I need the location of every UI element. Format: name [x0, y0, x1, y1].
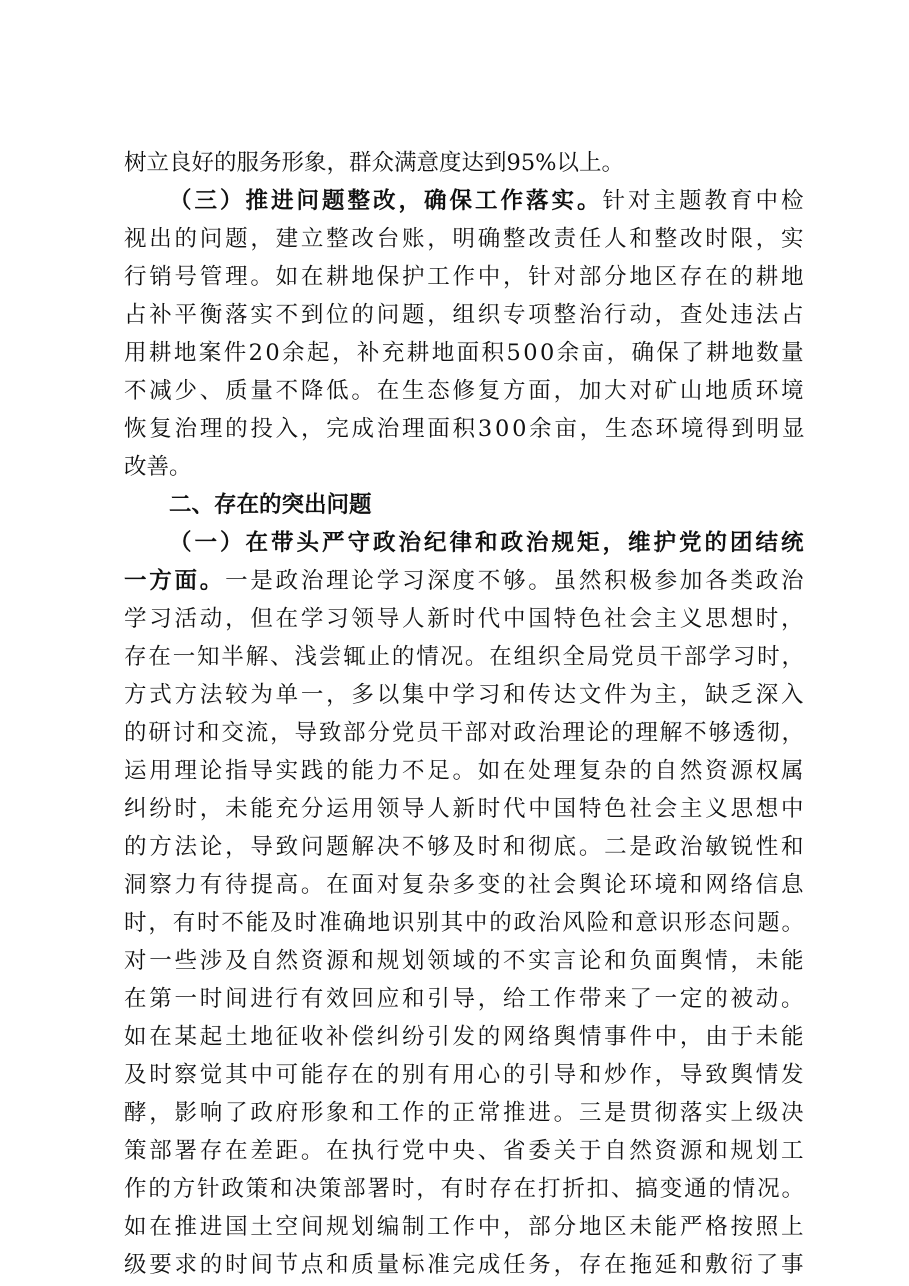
text-run: 针对主题教育中检	[602, 188, 807, 214]
text-run: 不减少、质量不降低。在生态修复方面，加大对矿山地质环境	[124, 378, 807, 404]
document-line	[124, 714, 806, 752]
document-line	[124, 904, 806, 942]
text-run: 时，有时不能及时准确地识别其中的政治风险和意识形态问题。	[124, 910, 806, 936]
document-line	[124, 220, 806, 258]
document-line	[169, 486, 372, 524]
document-line	[124, 144, 624, 182]
bold-text-run: 二、存在的突出问题	[169, 492, 372, 518]
bold-text-run: （三）推进问题整改，确保工作落实。	[169, 188, 603, 214]
text-run: 如在某起土地征收补偿纠纷引发的网络舆情事件中，由于未能	[124, 1024, 807, 1050]
bold-text-run: （一）在带头严守政治纪律和政治规矩，维护党的团结统	[169, 530, 807, 556]
text-run: 视出的问题，建立整改台账，明确整改责任人和整改时限，实	[124, 226, 807, 252]
document-line	[124, 676, 806, 714]
text-run: 恢复治理的投入，完成治理面积300余亩，生态环境得到明显	[124, 416, 808, 442]
document-line	[124, 942, 806, 980]
document-line	[124, 980, 806, 1018]
text-run: 在第一时间进行有效回应和引导，给工作带来了一定的被动。	[124, 986, 807, 1012]
document-line	[124, 1018, 806, 1056]
document-line	[124, 752, 806, 790]
text-run: 改善。	[124, 454, 192, 480]
document-line	[124, 1094, 806, 1132]
text-run: 如在推进国土空间规划编制工作中，部分地区未能严格按照上	[124, 1214, 807, 1240]
text-run: 的研讨和交流，导致部分党员干部对政治理论的理解不够透彻，	[124, 720, 806, 746]
document-line	[124, 866, 806, 904]
text-run: 一是政治理论学习深度不够。虽然积极参加各类政治	[225, 568, 807, 594]
document-line	[124, 1056, 806, 1094]
text-run: 酵，影响了政府形象和工作的正常推进。三是贯彻落实上级决	[124, 1100, 807, 1126]
document-line	[169, 182, 807, 220]
document-line	[124, 1170, 806, 1208]
text-run: 纠纷时，未能充分运用领导人新时代中国特色社会主义思想中	[124, 796, 807, 822]
text-run: 树立良好的服务形象，群众满意度达到95%以上。	[124, 150, 625, 176]
text-run: 洞察力有待提高。在面对复杂多变的社会舆论环境和网络信息	[124, 872, 807, 898]
document-line	[124, 600, 806, 638]
text-run: 的方法论，导致问题解决不够及时和彻底。二是政治敏锐性和	[124, 834, 807, 860]
document-line	[124, 258, 806, 296]
text-run: 级要求的时间节点和质量标准完成任务，存在拖延和敷衍了事	[124, 1252, 807, 1278]
text-run: 及时察觉其中可能存在的别有用心的引导和炒作，导致舆情发	[124, 1062, 807, 1088]
document-line	[124, 448, 192, 486]
text-run: 用耕地案件20余起，补充耕地面积500余亩，确保了耕地数量	[124, 340, 807, 366]
document-line	[169, 524, 807, 562]
document-line	[124, 334, 806, 372]
bold-text-run: 一方面。	[124, 568, 226, 594]
document-line	[124, 1208, 806, 1246]
document-line	[124, 790, 806, 828]
text-run: 对一些涉及自然资源和规划领域的不实言论和负面舆情，未能	[124, 948, 807, 974]
document-line	[124, 372, 806, 410]
document-line	[124, 1246, 806, 1284]
document-line	[124, 296, 806, 334]
text-run: 占补平衡落实不到位的问题，组织专项整治行动，查处违法占	[124, 302, 807, 328]
document-line	[124, 562, 806, 600]
text-run: 运用理论指导实践的能力不足。如在处理复杂的自然资源权属	[124, 758, 807, 784]
text-run: 学习活动，但在学习领导人新时代中国特色社会主义思想时，	[124, 606, 807, 632]
text-run: 策部署存在差距。在执行党中央、省委关于自然资源和规划工	[124, 1138, 807, 1164]
text-run: 存在一知半解、浅尝辄止的情况。在组织全局党员干部学习时，	[124, 644, 806, 670]
document-line	[124, 410, 807, 448]
document-line	[124, 1132, 806, 1170]
text-run: 作的方针政策和决策部署时，有时存在打折扣、搞变通的情况。	[124, 1176, 806, 1202]
document-line	[124, 638, 806, 676]
text-run: 方式方法较为单一，多以集中学习和传达文件为主，缺乏深入	[124, 682, 807, 708]
text-run: 行销号管理。如在耕地保护工作中，针对部分地区存在的耕地	[124, 264, 807, 290]
document-line	[124, 828, 806, 866]
